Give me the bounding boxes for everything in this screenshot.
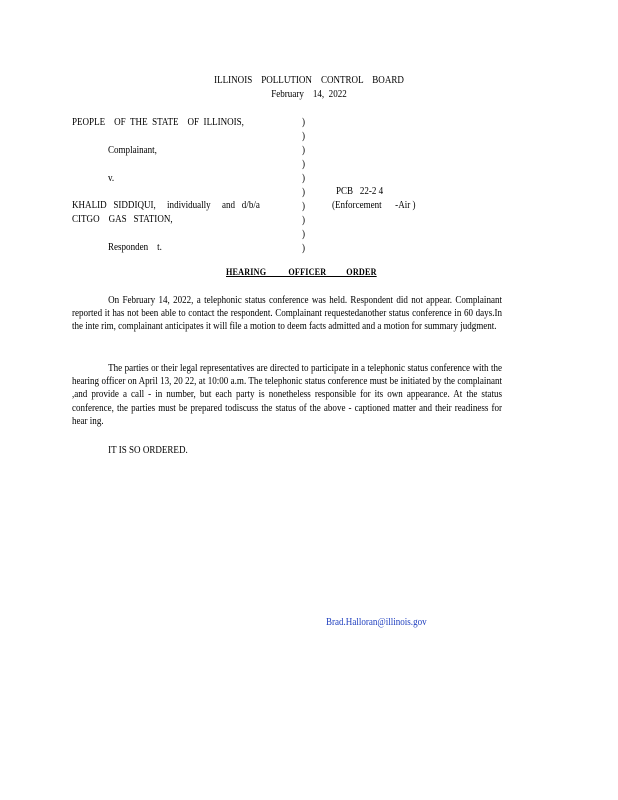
caption-paren: ) [302,229,306,240]
order-paragraph-3 [72,444,502,457]
caption-paren: ) [302,131,306,142]
paragraph-1-text: On February 14, 2022, a telephonic status conference was held. Respondent did not appear. Complainant reported it has not been able to contact the respondent. Complainant requestedanother status conference in 60 days.In the inte rim, complainant anticipates it will file a motion to deem facts admitted and a motion for summary judgment. [72,295,502,333]
caption-paren: ) [302,201,306,212]
plaintiff-role: Complainant, [108,145,157,156]
caption-paren: ) [302,243,306,254]
order-paragraph-2 [72,362,502,428]
caption-paren: ) [302,159,306,170]
hearing-officer-email-link[interactable]: Brad.Halloran@illinois.gov [326,617,427,628]
caption-bracket-column [302,116,306,256]
caption-paren: ) [302,173,306,184]
caption-paren: ) [302,215,306,226]
defendant-name-line1: KHALID SIDDIQUI, individually and d/b/a [72,200,260,211]
versus-label: v. [108,173,115,184]
plaintiff-name: PEOPLE OF THE STATE OF ILLINOIS, [72,117,244,128]
case-type: (Enforcement -Air ) [332,200,416,211]
case-number: PCB 22-2 4 [336,186,384,197]
so-ordered-text: IT IS SO ORDERED. [108,445,188,456]
board-name: ILLINOIS POLLUTION CONTROL BOARD [214,75,404,86]
defendant-name-line2: CITGO GAS STATION, [72,214,173,225]
caption-paren: ) [302,117,306,128]
order-date: February 14, 2022 [271,89,347,100]
order-paragraph-1 [72,294,502,334]
defendant-role: Responden t. [108,242,162,253]
caption-paren: ) [302,187,306,198]
caption-paren: ) [302,145,306,156]
paragraph-2-text: The parties or their legal representatives are directed to participate in a telephonic status conference with the hearing officer on April 13, 20 22, at 10:00 a.m. The telephonic status conference must be initiated by the complainant ,and provide a call - in number, but each party is nonetheless responsible for its own appearance. At the status conference, the parties must be prepared todiscuss the status of the above - captioned matter and their readiness for hear ing. [72,363,502,427]
order-title: HEARING OFFICER ORDER [226,268,377,278]
